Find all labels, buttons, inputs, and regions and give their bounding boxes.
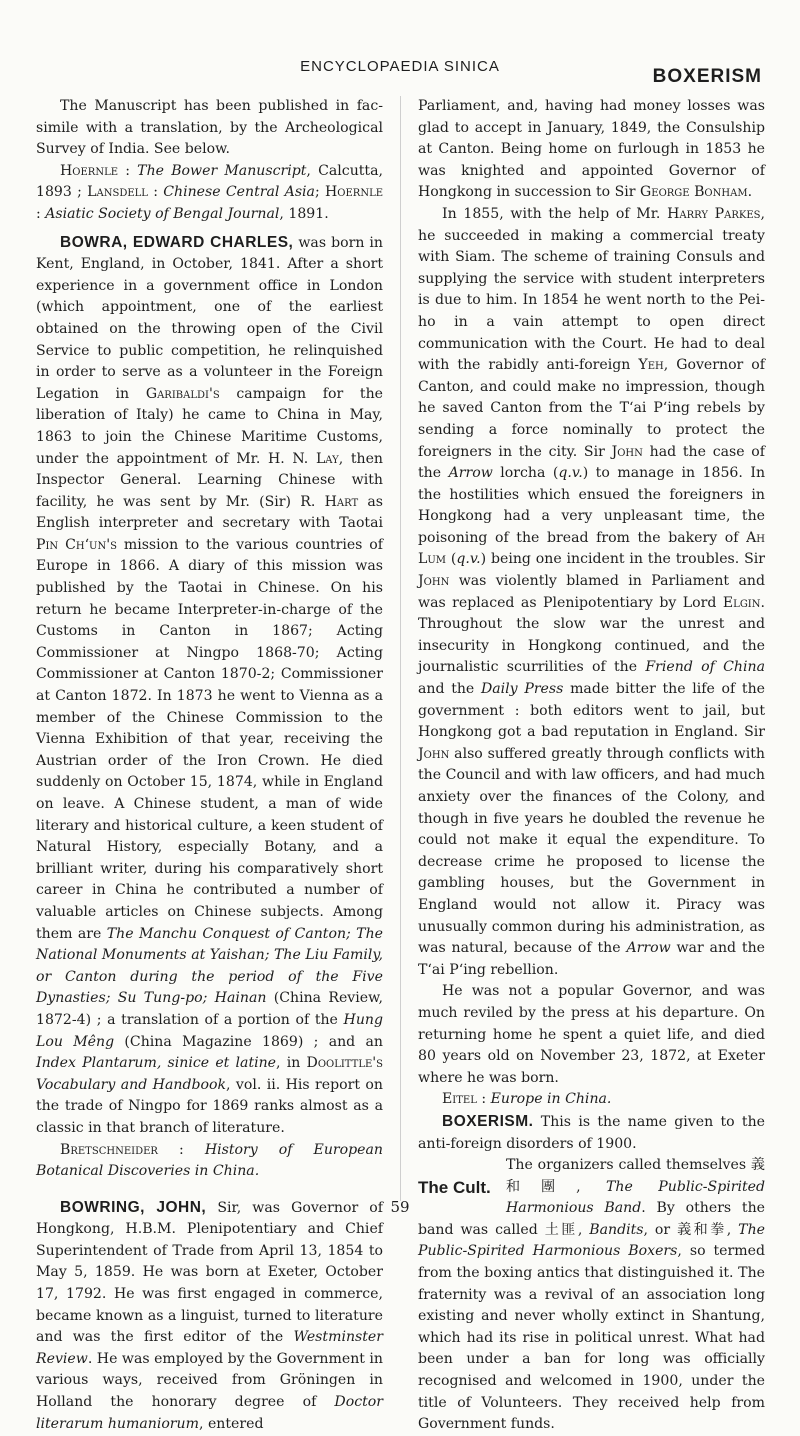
entry-head-bowring: BOWRING, JOHN, <box>60 1198 207 1216</box>
running-title: ENCYCLOPAEDIA SINICA <box>300 58 500 75</box>
manuscript-paragraph: The Manuscript has been published in fac-simile with a translation, by the Archeological Survey of India. See below. <box>36 98 383 158</box>
reference-bretschneider: Bretschneider : History of European Botanical Discoveries in China. <box>36 1141 383 1180</box>
bowring-paragraph-3: He was not a popular Governor, and was much reviled by the press at his departure. On returning home he spent a quiet life, and died 80 years old on November 23, 1872, at Exeter where he was born. <box>418 983 765 1086</box>
bowring-paragraph-2: In 1855, with the help of Mr. Harry Parkes, he succeeded in making a commercial treaty with Siam. The scheme of training Consuls and supplying the service with student interpreters is due to him. In 1854 he went north to the Pei-ho in a vain attempt to open direct communication with the Court. He had to deal with the rabidly anti-foreign Yeh, Governor of Canton, and could make no impression, though he saved Canton from the T‘ai P‘ing rebels by sending a force nominally to protect the foreigners in the city. Sir John had the case of the Arrow lorcha (q.v.) to manage in 1856. In the hostilities which ensued the foreigners in Hongkong had a very unpleasant time, the poisoning of the bread from the bakery of Ah Lum (q.v.) being one incident in the troubles. Sir John was violently blamed in Parliament and was replaced as Plenipotentiary by Lord Elgin. Throughout the slow war the unrest and insecurity in Hongkong continued, and the journalistic scurrilities of the Friend of China and the Daily Press made bitter the life of the government : both editors went to jail, but Hongkong got a bad reputation in England. Sir John also suffered greatly through conflicts with the Council and with law officers, and had much anxiety over the finances of the Colony, and though in five years he doubled the revenue he could not make it equal the expenditure. To decrease crime he proposed to license the gambling houses, but the Government in England would not allow it. Piracy was unusually common during his administration, as was natural, because of the Arrow war and the T‘ai P‘ing rebellion. <box>418 205 766 978</box>
entry-bowring: BOWRING, JOHN, Sir, was Governor of Hongkong, H.B.M. Plenipotentiary and Chief Superintendent of Trade from April 13, 1854 to May 5, 1859. He was born at Exeter, October 17, 1792. He was first engaged in commerce, became known as a linguist, turned to literature and was the first editor of the Westminster Review. He was employed by the Government in various ways, received from Gröningen in Holland the honorary degree of Doctor literarum humaniorum, entered <box>36 1198 383 1432</box>
cjk-bandits: 土匪 <box>544 1221 578 1238</box>
entry-head-bowra: BOWRA, EDWARD CHARLES, <box>60 233 294 251</box>
column-divider <box>400 96 401 1201</box>
sidehead-the-cult: The Cult. <box>418 1178 491 1198</box>
section-head: BOXERISM <box>652 66 762 87</box>
cjk-public-spirited-band: 義和團 <box>506 1157 765 1195</box>
entry-bowra: BOWRA, EDWARD CHARLES, was born in Kent, England, in October, 1841. After a short experience in a government office in London (which appointment, one of the earliest obtained on the throwing open of the Civil Service to public competition, he relinquished in order to serve as a volunteer in the Foreign Legation in Garibaldi's campaign for the liberation of Italy) he came to China in May, 1863 to join the Chinese Maritime Customs, under the appointment of Mr. H. N. Lay, then Inspector General. Learning Chinese with facility, he was sent by Mr. (Sir) R. Hart as English interpreter and secretary with Taotai Pin Ch‘un's mission to the various countries of Europe in 1866. A diary of this mission was published by the Taotai in Chinese. On his return he became Interpreter-in-charge of the Customs in Canton in 1867; Acting Commissioner at Ningpo 1868-70; Acting Commissioner at Canton 1870-2; Commissioner at Canton 1872. In 1873 he went to Vienna as a member of the Chinese Commission to the Vienna Exhibition of that year, receiving the Austrian order of the Iron Crown. He died suddenly on October 15, 1874, while in England on leave. A Chinese student, a man of wide literary and historical culture, a keen student of Natural History, especially Botany, and a brilliant writer, during his comparatively short career in China he contributed a number of valuable articles on Chinese subjects. Among them are The Manchu Conquest of Canton; The National Monuments at Yaishan; The Liu Family, or Canton during the period of the Five Dynasties; Su Tung-po; Hainan (China Review, 1872-4) ; a translation of a portion of the Hung Lou Mêng (China Magazine 1869) ; and an Index Plantarum, sinice et latine, in Doolittle's Vocabulary and Handbook, vol. ii. His report on the trade of Ningpo for 1869 ranks almost as a classic in that branch of literature. <box>36 233 383 1136</box>
left-column <box>36 96 383 1435</box>
page-number: 59 <box>390 1198 410 1216</box>
reference-hoernle: Hoernle : The Bower Manuscript, Calcutta, 1893 ; Lansdell : Chinese Central Asia; Hoernle : Asiatic Society of Bengal Journal, 1891. <box>36 162 384 222</box>
entry-head-boxerism: BOXERISM. <box>442 1112 534 1130</box>
right-column <box>418 96 765 1436</box>
entry-boxerism: BOXERISM. This is the name given to the anti-foreign disorders of 1900. The Cult. The organizers called themselves 義和團, The Public-Spirited Harmonious Band. By others the band was called 土匪, Bandits, or 義和拳, The Public-Spirited Harmonious Boxers, so termed from the boxing antics that distinguished it. The fraternity was a revival of an association long existing and never wholly extinct in Shantung, which had its rise in political unrest. What had been under a ban for long was officially recognised and welcomed in 1900, under the title of Volunteers. They received help from Government funds. <box>418 1112 766 1433</box>
bowring-continued: Parliament, and, having had money losses was glad to accept in January, 1849, the Consulship at Canton. Being home on furlough in 1853 he was knighted and appointed Governor of Hongkong in succession to Sir George Bonham. <box>418 98 765 201</box>
page-header <box>0 38 800 87</box>
reference-eitel: Eitel : Europe in China. <box>442 1091 612 1108</box>
cjk-boxers: 義和拳 <box>677 1221 727 1238</box>
